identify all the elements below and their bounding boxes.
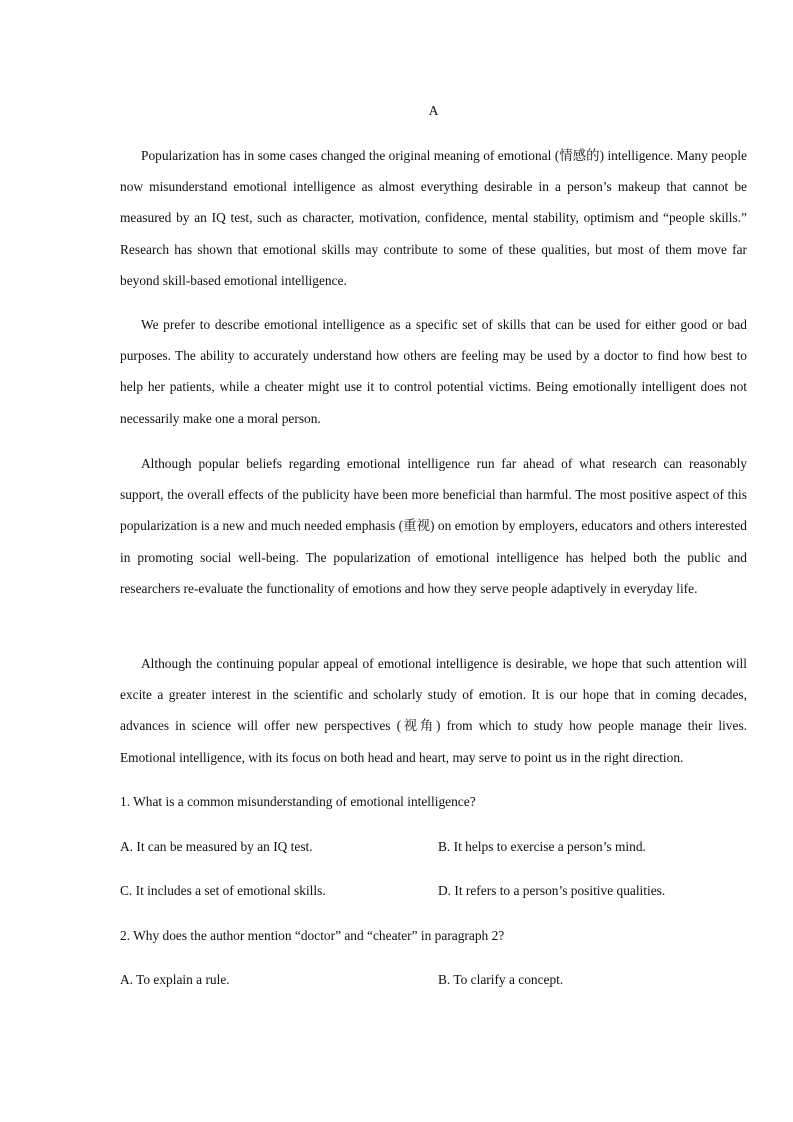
question-1-option-d: D. It refers to a person’s positive qualities. — [438, 883, 666, 898]
paragraph-3: Although popular beliefs regarding emotional intelligence run far ahead of what research can reasonably support, the overall effects of the publicity have been more beneficial than harmful. The most positive aspect of this popularization is a new and much needed emphasis (重视) on emotion by employers, educators and others interested in promoting social well-being. The popularization of emotional intelligence has helped both the public and researchers re-evaluate the functionality of emotions and how they serve people adaptively in everyday life. — [120, 456, 747, 596]
question-1-option-b: B. It helps to exercise a person’s mind. — [438, 839, 646, 854]
paragraph-2: We prefer to describe emotional intelligence as a specific set of skills that can be used for either good or bad purposes. The ability to accurately understand how others are feeling may be used by a doctor to find how best to help her patients, while a cheater might use it to control potential victims. Being emotionally intelligent does not necessarily make one a moral person. — [120, 317, 747, 426]
question-1-stem: 1. What is a common misunderstanding of emotional intelligence? — [120, 794, 476, 809]
paragraph-1: Popularization has in some cases changed the original meaning of emotional (情感的) intelligence. Many people now misunderstand emotional intelligence as almost everything desirable in a person’s makeup that cannot be measured by an IQ test, such as character, motivation, confidence, mental stability, optimism and “people skills.” Research has shown that emotional skills may contribute to some of these qualities, but most of them move far beyond skill-based emotional intelligence. — [120, 148, 747, 288]
question-2-stem: 2. Why does the author mention “doctor” and “cheater” in paragraph 2? — [120, 928, 505, 943]
passage-title: A — [428, 103, 439, 118]
question-1-option-c: C. It includes a set of emotional skills. — [120, 883, 326, 898]
paragraph-4: Although the continuing popular appeal of emotional intelligence is desirable, we hope that such attention will excite a greater interest in the scientific and scholarly study of emotion. It is our hope that in coming decades, advances in science will offer new perspectives (视角) from which to study how people manage their lives. Emotional intelligence, with its focus on both head and heart, may serve to point us in the right direction. — [120, 656, 747, 765]
question-1-option-a: A. It can be measured by an IQ test. — [120, 839, 313, 854]
question-2-option-b: B. To clarify a concept. — [438, 972, 564, 987]
question-2-option-a: A. To explain a rule. — [120, 972, 230, 987]
